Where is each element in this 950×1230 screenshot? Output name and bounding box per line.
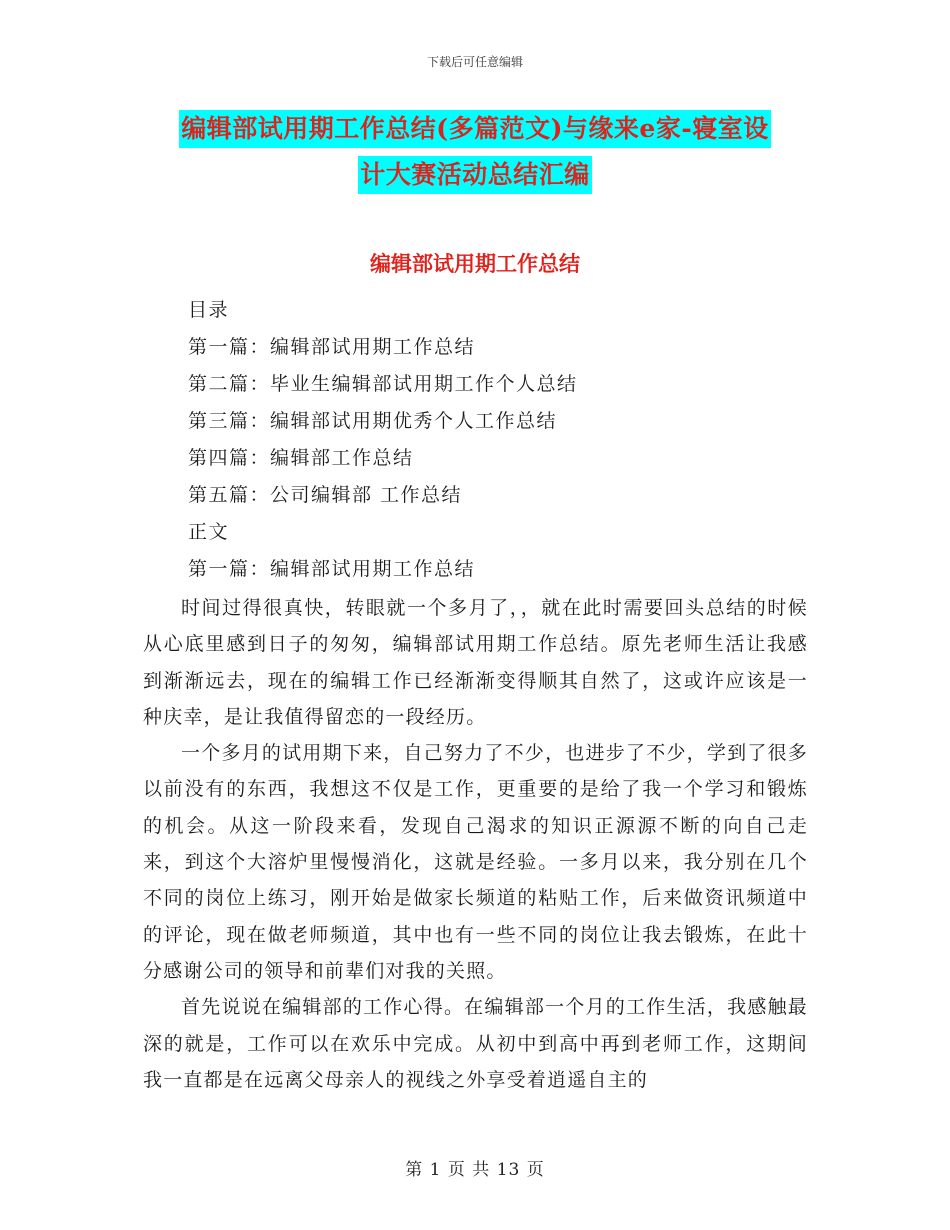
toc-heading: 目录 [188, 299, 230, 321]
title-line-1: 编辑部试用期工作总结(多篇范文)与缘来e家-寝室设 [179, 110, 770, 148]
page-footer: 第 1 页 共 13 页 [405, 1160, 545, 1180]
toc-item: 第四篇：编辑部工作总结 [188, 447, 414, 469]
body-text [143, 590, 808, 1098]
section-title: 第一篇：编辑部试用期工作总结 [188, 558, 476, 580]
paragraph: 时间过得很真快，转眼就一个多月了，，就在此时需要回头总结的时候从心底里感到日子的匆匆，编辑部试用期工作总结。原先老师生活让我感到渐渐远去，现在的编辑工作已经渐渐变得顺其自然了，这或许应该是一种庆幸，是让我值得留恋的一段经历。 [143, 597, 808, 728]
toc-item: 第五篇：公司编辑部 工作总结 [188, 484, 463, 506]
paragraph: 一个多月的试用期下来，自己努力了不少，也进步了不少，学到了很多以前没有的东西，我想这不仅是工作，更重要的是给了我一个学习和锻炼的机会。从这一阶段来看，发现自己渴求的知识正源源不断的向自己走来，到这个大溶炉里慢慢消化，这就是经验。一多月以来，我分别在几个不同的岗位上练习，刚开始是做家长频道的粘贴工作，后来做资讯频道中的评论，现在做老师频道，其中也有一些不同的岗位让我去锻炼，在此十分感谢公司的领导和前辈们对我的关照。 [143, 742, 808, 982]
section-heading: 编辑部试用期工作总结 [370, 251, 580, 276]
document-title [0, 110, 950, 194]
toc-item: 第一篇：编辑部试用期工作总结 [188, 336, 476, 358]
toc-item: 第三篇：编辑部试用期优秀个人工作总结 [188, 410, 558, 432]
toc-item: 第二篇：毕业生编辑部试用期工作个人总结 [188, 373, 578, 395]
body-heading: 正文 [188, 521, 230, 543]
page-header: 下载后可任意编辑 [426, 55, 523, 69]
title-line-2: 计大赛活动总结汇编 [358, 156, 592, 194]
table-of-contents [188, 292, 828, 588]
paragraph: 首先说说在编辑部的工作心得。在编辑部一个月的工作生活，我感触最深的就是，工作可以在欢乐中完成。从初中到高中再到老师工作，这期间我一直都是在远离父母亲人的视线之外享受着逍遥自主的 [143, 996, 808, 1091]
